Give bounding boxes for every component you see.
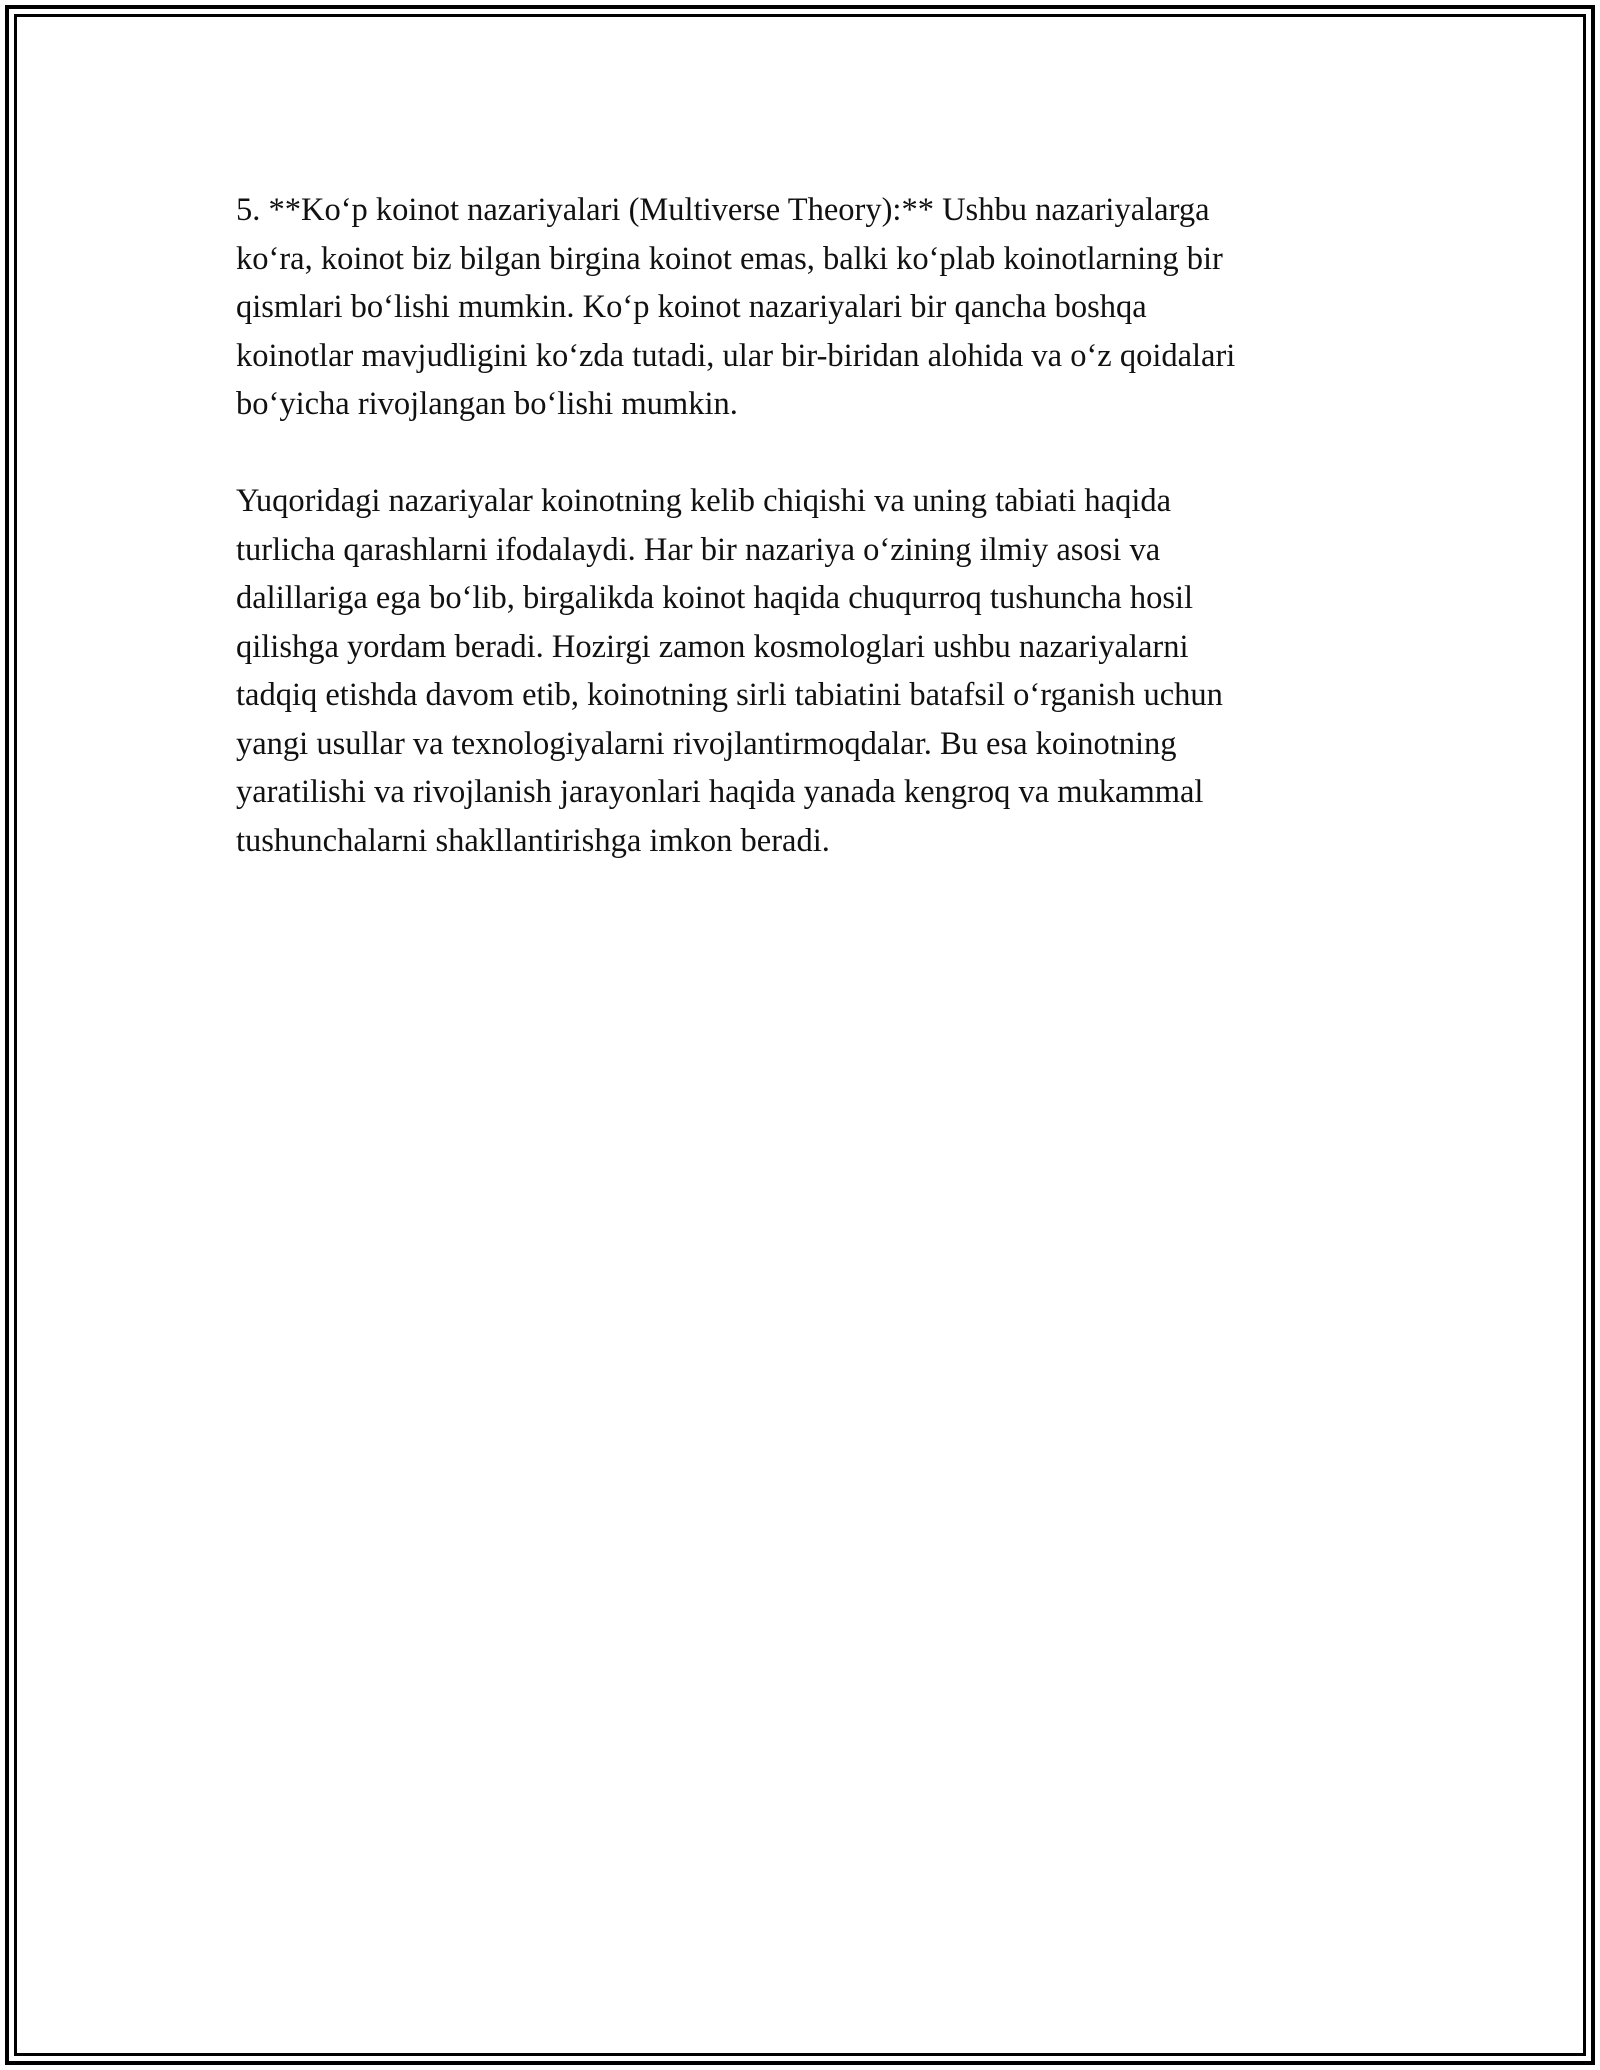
text-line: tadqiq etishda davom etib, koinotning sirli tabiatini batafsil oʻrganish uchun (236, 677, 1223, 713)
text-line: Yuqoridagi nazariyalar koinotning kelib chiqishi va uning tabiati haqida (236, 483, 1172, 519)
paragraph-conclusion (236, 477, 1386, 865)
paragraph-multiverse-theory (236, 186, 1386, 429)
text-line: qilishga yordam beradi. Hozirgi zamon kosmologlari ushbu nazariyalarni (236, 628, 1189, 665)
text-line: koinotlar mavjudligini koʻzda tutadi, ular bir-biridan alohida va oʻz qoidalari (236, 337, 1236, 374)
text-line: dalillariga ega boʻlib, birgalikda koinot haqida chuqurroq tushuncha hosil (236, 580, 1194, 616)
text-line: koʻra, koinot biz bilgan birgina koinot emas, balki koʻplab koinotlarning bir (236, 240, 1223, 277)
text-line: yangi usullar va texnologiyalarni rivojlantirmoqdalar. Bu esa koinotning (236, 725, 1177, 762)
text-line: turlicha qarashlarni ifodalaydi. Har bir nazariya oʻzining ilmiy asosi va (236, 531, 1161, 568)
page-content (236, 186, 1386, 914)
text-line: tushunchalarni shakllantirishga imkon beradi. (236, 822, 830, 859)
text-line: 5. **Koʻp koinot nazariyalari (Multiverse Theory):** Ushbu nazariyalarga (236, 192, 1210, 228)
text-line: boʻyicha rivojlangan boʻlishi mumkin. (236, 386, 738, 422)
text-line: yaratilishi va rivojlanish jarayonlari haqida yanada kengroq va mukammal (236, 774, 1204, 810)
text-line: qismlari boʻlishi mumkin. Koʻp koinot nazariyalari bir qancha boshqa (236, 289, 1147, 325)
